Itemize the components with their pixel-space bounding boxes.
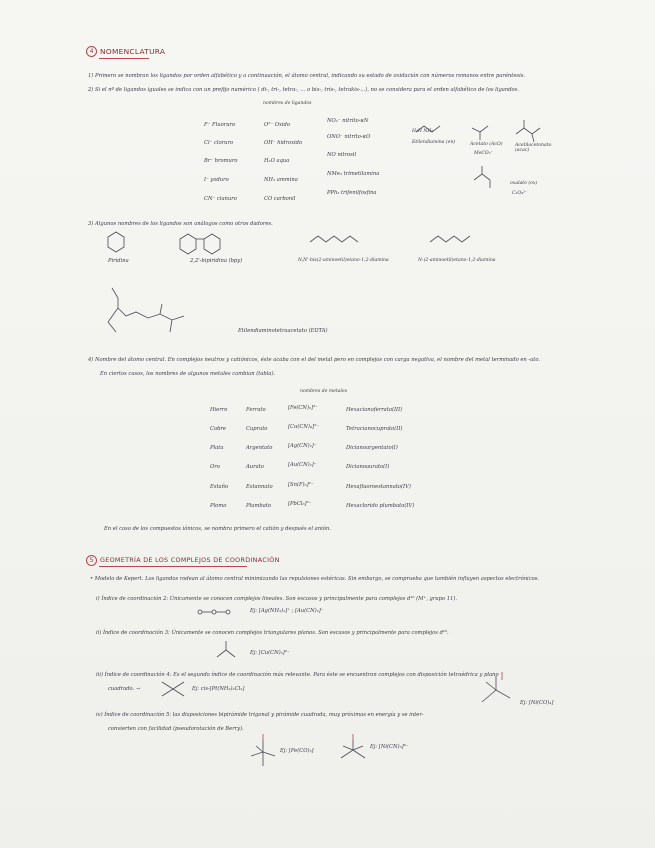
metal-formula: [Sn(F)₆]²⁻: [288, 482, 314, 488]
cn2-example: Ej: [Ag(NH₃)₂]⁺ ; [Au(CN)₂]⁻: [250, 608, 324, 614]
cn3-example: Ej: [Cu(CN)₃]²⁻: [250, 650, 290, 656]
ligand: F⁻ Fluoruro: [204, 122, 236, 128]
edta-label: Etilendiaminotetraacetato (EDTA): [238, 328, 328, 334]
metal-complex-name: Dicianoargentato(I): [346, 445, 398, 451]
metal-es: Estaño: [210, 484, 229, 490]
section-4-underline: [99, 58, 149, 59]
cn2-text: i) Índice de coordinación 2: Únicamente se conocen complejos lineales. Son escasos y principalmente para complejos d¹⁰ (M⁺, grupo 11).: [96, 596, 458, 602]
metal-lat: Plumbato: [246, 503, 272, 509]
bond: [217, 650, 226, 657]
polyamine-1-chain: [310, 236, 358, 242]
bond: [226, 650, 235, 657]
acac-bond: [532, 134, 534, 142]
pyridine-ring: [108, 232, 124, 252]
bond: [341, 750, 353, 758]
metal-complex-name: Tetracianocuprato(II): [346, 426, 403, 432]
bpy-ring-2: [204, 234, 220, 254]
metal-complex-name: Dicianoaurato(I): [346, 464, 390, 470]
bond: [353, 746, 363, 750]
metal-es: Cobre: [210, 426, 226, 432]
edta-backbone: [112, 288, 184, 320]
cn5-text-2: convierten con facilidad (pseudorotación de Berry).: [108, 726, 244, 732]
acac-backbone: [516, 128, 540, 134]
rule-1: 1) Primero se nombran los ligandos por orden alfabético y a continuación, el átomo central, indicando su estado de oxidación con números romanos entre paréntesis.: [88, 73, 526, 79]
ligand: Br⁻ bromuro: [204, 158, 238, 164]
metal-lat: Cuprato: [246, 426, 268, 432]
ligand-atom: [198, 610, 202, 614]
metal-lat: Argentato: [246, 445, 273, 451]
metal-lat: Ferrato: [246, 407, 266, 413]
edta-drawing: [96, 278, 236, 348]
ligand: O²⁻ Oxido: [264, 122, 291, 128]
rule-4c: En el caso de los compuestos iónicos, se nombra primero el catión y después el anión.: [104, 526, 331, 532]
square-pyramid-drawing: [338, 734, 368, 764]
bond: [482, 690, 496, 702]
ligand: H₂O aqua: [264, 158, 290, 164]
bond: [251, 752, 263, 756]
bond: [496, 690, 510, 698]
ligand: I⁻ yoduro: [204, 177, 229, 183]
metal-lat: Estannato: [246, 484, 273, 490]
trigonal-planar-drawing: [214, 640, 238, 660]
cn4-text: iii) Índice de coordinación 4: Es el segundo índice de coordinación más relevante. Para éste se encuentran complejos con disposición tetraédrica y plano: [96, 672, 499, 678]
acac-label: Acetilacetonato (acac): [515, 143, 552, 153]
acetate-label: Acetato (AcO): [470, 142, 503, 147]
metal-formula: [Ag(CN)₂]⁻: [288, 443, 317, 449]
edta-arm: [160, 304, 162, 314]
cn5-text: iv) Índice de coordinación 5: las disposiciones bipirámide trigonal y pirámide cuadrada, muy próximas en energía y se inter-: [96, 712, 424, 718]
oxalate-label: oxalato (ox): [510, 181, 538, 186]
acetate-bond: [480, 126, 488, 132]
rule-4b: En ciertos casos, los nombres de algunos metales cambian (tabla).: [100, 371, 276, 377]
en-amine-label: H₂N NH₂: [412, 129, 434, 134]
rule-3: 3) Algunos nombres de los ligandos son análogos como otros dadores.: [88, 221, 273, 227]
cn4-example: Ej: cis-[Pt(NH₃)₂Cl₂]: [192, 686, 245, 692]
rule-4: 4) Nombre del átomo central. En complejos neutros y catiónicos, éste acaba con el del metal pero en complejos con carga negativa, el nombre del metal terminado en -ato.: [88, 357, 541, 363]
ligand: NO₂⁻ nitrito-κN: [327, 118, 369, 124]
cn5-example-1: Ej: [Fe(CO)₅]: [280, 748, 314, 754]
ligand: OH⁻ hidroxido: [264, 140, 303, 146]
pyridine-label: Piridina: [108, 258, 129, 264]
cn3-text: ii) Índice de coordinación 3: Únicamente se conocen complejos triangulares planos. Son escasos y principalmente para complejos d¹⁰.: [96, 630, 449, 636]
edta-arm: [108, 322, 116, 332]
tetrahedral-drawing: [476, 672, 516, 708]
metal-es: Plata: [210, 445, 224, 451]
section-4-number: 4: [86, 46, 97, 57]
ligand-atom: [226, 610, 230, 614]
oxalate-bond: [474, 174, 490, 180]
ligand: NMe₃ trimetilamina: [327, 171, 380, 177]
en-name-label: Etilendiamina (en): [412, 140, 456, 145]
acetate-bond: [472, 128, 480, 140]
metal-formula: [Au(CN)₂]⁻: [288, 462, 317, 468]
edta-arm: [108, 308, 118, 322]
metal-atom: [212, 610, 216, 614]
bond: [256, 746, 263, 752]
bpy-ring-1: [180, 234, 196, 254]
ligands-table-title: nombres de ligandos: [263, 101, 312, 106]
ligand: CO carbonil: [264, 196, 296, 202]
cn5-example-2: Ej: [Ni(CN)₅]³⁻: [370, 744, 409, 750]
kepert-intro: • Modelo de Kepert. Los ligandos rodean al átomo central minimizando las repulsiones estéricas. Sin embargo, se comprueba que también influyen aspectos electrónicos.: [90, 576, 540, 582]
rule-2: 2) Si el nº de ligandos iguales se indica con un prefijo numérico ( di-, tri-, tetra-, ... o bis-, tris-, tetrakis-...), no se considera para el orden alfabético de los ligandos.: [88, 87, 519, 93]
metal-formula: [PbCl₆]²⁻: [288, 501, 312, 507]
metal-es: Hierro: [210, 407, 228, 413]
square-planar-drawing: [160, 680, 186, 698]
ligand: PPh₃ trifenilfosfina: [327, 190, 377, 196]
oxalate-formula: C₂O₄²⁻: [512, 191, 528, 196]
section-5-underline: [99, 566, 247, 567]
metal-complex-name: Hexafluoroestannato(IV): [346, 484, 411, 490]
ligand: ONO⁻ nitrito-κO: [327, 134, 371, 140]
acetate-formula: MeCO₂⁻: [474, 151, 493, 156]
bond: [486, 682, 496, 690]
section-4-title: NOMENCLATURA: [100, 47, 166, 56]
ligand: Cl⁻ cloruro: [204, 140, 234, 146]
metal-es: Oro: [210, 464, 220, 470]
metal-lat: Aurato: [246, 464, 264, 470]
metal-formula: [Cu(CN)₄]²⁻: [288, 424, 319, 430]
cn4-text-2: cuadrado. →: [108, 686, 141, 692]
metal-complex-name: Hexaclorido plumbato(IV): [346, 503, 415, 509]
edta-arm: [170, 320, 172, 332]
bond: [263, 752, 275, 756]
bond: [353, 750, 365, 758]
section-5-number: 5: [86, 555, 97, 566]
linear-geometry-drawing: [196, 606, 236, 618]
bpy-label: 2,2'-bipiridina (bpy): [190, 258, 243, 264]
bond: [343, 746, 353, 750]
cn4-example-2: Ej: [Ni(CO)₄]: [520, 700, 554, 706]
polyamine-2-label: N-(2-aminoetil)etano-1,2-diamina: [418, 258, 496, 263]
ligand: NO nitrosil: [327, 152, 357, 158]
section-5-title: GEOMETRÍA DE LOS COMPLEJOS DE COORDINACIÓN: [100, 556, 280, 564]
metal-formula: [Fe(CN)₆]³⁻: [288, 405, 318, 411]
ligand: CN⁻ cianuro: [204, 196, 237, 202]
polyamine-1-label: N,N'-bis(2-aminoetil)etano-1,2-diamina: [298, 258, 389, 263]
polyamine-2-chain: [430, 236, 470, 242]
metal-complex-name: Hexacianoferrato(III): [346, 407, 403, 413]
metal-es: Plomo: [210, 503, 227, 509]
ligand: NH₃ ammina: [264, 177, 298, 183]
metals-table-title: nombres de metales: [300, 389, 348, 394]
trigonal-bipyramid-drawing: [248, 734, 278, 770]
